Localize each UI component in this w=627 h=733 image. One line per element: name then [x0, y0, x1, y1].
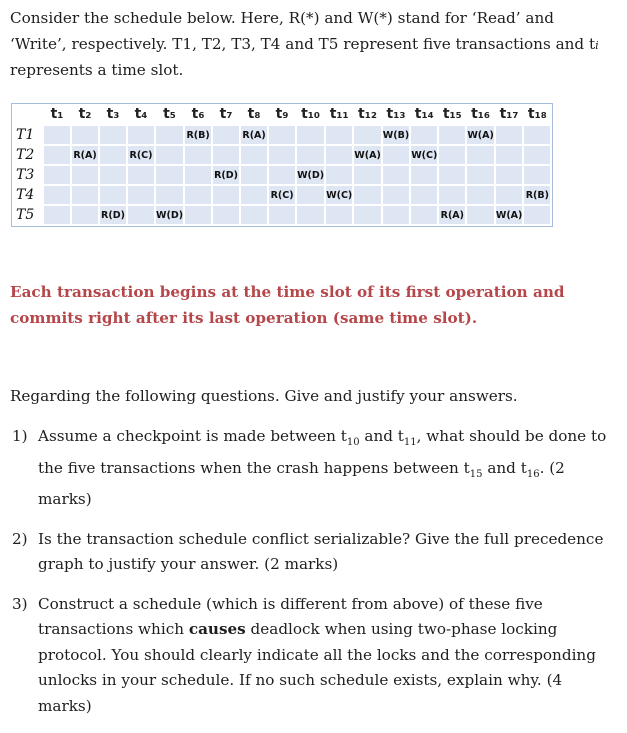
question-text: deadlock when using two-phase locking protocol. You should clearly indicate all the locks and the corresponding unlocks in your schedule. If no such schedule exists, explain why. (4 marks)	[38, 620, 596, 715]
schedule-cell	[325, 165, 353, 185]
schedule-cell	[99, 145, 127, 165]
question-text: and t	[482, 458, 527, 477]
intro-text-1: Consider the schedule below. Here, R(*) and W(*) stand for ‘Read’ and ‘Write’, respectively. T1, T2, T3, T4 and T5 represent five transactions and t	[10, 9, 596, 53]
schedule-cell	[523, 165, 551, 185]
schedule-cell	[353, 165, 382, 185]
schedule-cell	[438, 165, 466, 185]
schedule-cell: W(A)	[353, 145, 382, 165]
schedule-cell	[127, 205, 155, 225]
question-number: 2)	[12, 529, 28, 548]
schedule-cell	[184, 205, 212, 225]
schedule-cell	[296, 185, 325, 205]
schedule-cell: R(D)	[212, 165, 240, 185]
time-slot-header: t₈	[247, 106, 261, 122]
time-slot-header: t₄	[134, 106, 148, 122]
transaction-label: T2	[13, 145, 43, 165]
question-number: 3)	[12, 594, 28, 613]
schedule-cell: R(A)	[71, 145, 99, 165]
schedule-cell	[71, 205, 99, 225]
schedule-cell	[296, 125, 325, 145]
schedule-cell	[43, 185, 71, 205]
schedule-cell: W(C)	[410, 145, 438, 165]
schedule-cell	[296, 205, 325, 225]
time-slot-header: t₁₈	[527, 106, 547, 122]
subscript: 16	[526, 468, 540, 480]
schedule-cell	[466, 165, 495, 185]
schedule-cell	[127, 185, 155, 205]
schedule-cell	[268, 165, 296, 185]
schedule-cell	[127, 165, 155, 185]
schedule-cell	[240, 185, 268, 205]
schedule-cell: W(D)	[155, 205, 184, 225]
schedule-cell	[353, 205, 382, 225]
schedule-cell	[438, 185, 466, 205]
questions-intro: Regarding the following questions. Give and justify your answers.	[10, 387, 518, 405]
time-slot-header: t₉	[275, 106, 289, 122]
schedule-cell: W(B)	[382, 125, 410, 145]
schedule-cell	[155, 185, 184, 205]
schedule-cell	[495, 185, 524, 205]
schedule-cell	[43, 145, 71, 165]
schedule-cell	[495, 145, 524, 165]
schedule-cell	[296, 145, 325, 165]
schedule-cell	[382, 165, 410, 185]
time-slot-header: t₁₄	[414, 106, 434, 122]
schedule-cell	[466, 205, 495, 225]
schedule-cell	[71, 125, 99, 145]
schedule-cell: W(D)	[296, 165, 325, 185]
header-corner	[13, 104, 43, 125]
question-text: and t	[359, 427, 404, 445]
transaction-label: T3	[13, 165, 43, 185]
schedule-cell	[382, 185, 410, 205]
time-slot-header: t₇	[219, 106, 233, 122]
emphasis-text: causes	[188, 620, 246, 639]
schedule-cell	[212, 185, 240, 205]
schedule-cell	[99, 165, 127, 185]
schedule-cell	[382, 205, 410, 225]
transaction-row	[13, 165, 551, 185]
question-text: Construct a schedule (which is different from above) of these five transactions which	[38, 594, 543, 639]
question-text: Is the transaction schedule conflict serializable? Give the full precedence graph to justify your answer. (2 marks)	[38, 529, 604, 574]
schedule-cell	[382, 145, 410, 165]
time-slot-header: t₁	[50, 106, 64, 122]
schedule-cell	[184, 145, 212, 165]
schedule-cell: W(A)	[466, 125, 495, 145]
schedule-cell	[240, 205, 268, 225]
schedule-cell	[353, 125, 382, 145]
question-2	[10, 527, 615, 578]
schedule-cell	[184, 165, 212, 185]
schedule-cell	[523, 145, 551, 165]
transaction-row	[13, 125, 551, 145]
time-slot-header: t₁₅	[442, 106, 462, 122]
schedule-cell	[71, 185, 99, 205]
schedule-cell	[127, 125, 155, 145]
schedule-cell	[438, 125, 466, 145]
schedule-cell	[184, 185, 212, 205]
subscript: 15	[469, 468, 483, 480]
schedule-cell	[155, 145, 184, 165]
schedule-cell	[495, 125, 524, 145]
transaction-row	[13, 185, 551, 205]
schedule-cell	[240, 145, 268, 165]
schedule-cell: R(B)	[184, 125, 212, 145]
schedule-cell	[410, 125, 438, 145]
intro-text-2: represents a time slot.	[10, 61, 184, 79]
schedule-cell	[155, 125, 184, 145]
schedule-cell	[438, 145, 466, 165]
schedule-cell: R(B)	[523, 185, 551, 205]
transaction-label: T1	[13, 125, 43, 145]
intro-paragraph	[10, 6, 615, 84]
schedule-cell	[212, 125, 240, 145]
time-slot-header: t₁₃	[386, 106, 406, 122]
schedule-cell	[268, 145, 296, 165]
questions-list	[10, 424, 615, 733]
schedule-cell	[353, 185, 382, 205]
question-text: Assume a checkpoint is made between t	[38, 427, 347, 445]
schedule-cell: R(C)	[127, 145, 155, 165]
subscript: 10	[346, 437, 360, 449]
schedule-table	[12, 104, 552, 226]
schedule-cell: R(A)	[438, 205, 466, 225]
schedule-cell	[43, 125, 71, 145]
schedule-cell	[410, 205, 438, 225]
schedule-cell: R(A)	[240, 125, 268, 145]
schedule-cell	[155, 165, 184, 185]
time-slot-header: t₃	[106, 106, 120, 122]
time-slot-header: t₂	[78, 106, 92, 122]
schedule-cell	[71, 165, 99, 185]
schedule-cell	[466, 145, 495, 165]
schedule-cell	[43, 165, 71, 185]
schedule-cell	[523, 205, 551, 225]
schedule-cell	[268, 205, 296, 225]
question-number: 1)	[12, 427, 28, 445]
schedule-cell	[325, 205, 353, 225]
time-slot-header-row	[13, 104, 551, 125]
time-slot-header: t₁₇	[499, 106, 519, 122]
schedule-cell	[410, 185, 438, 205]
question-text: . (2 marks)	[38, 458, 565, 509]
question-3	[10, 592, 615, 720]
transaction-label: T4	[13, 185, 43, 205]
schedule-cell: R(D)	[99, 205, 127, 225]
schedule-cell	[325, 145, 353, 165]
time-slot-header: t₁₆	[471, 106, 491, 122]
schedule-cell: W(C)	[325, 185, 353, 205]
time-slot-header: t₆	[191, 106, 205, 122]
time-slot-header: t₁₂	[358, 106, 377, 122]
schedule-cell: R(C)	[268, 185, 296, 205]
schedule-cell	[495, 165, 524, 185]
subscript: 11	[403, 437, 417, 449]
schedule-cell	[99, 185, 127, 205]
question-1	[10, 424, 615, 513]
time-slot-header: t₁₀	[301, 106, 321, 122]
schedule-cell	[43, 205, 71, 225]
schedule-cell	[523, 125, 551, 145]
note-text: Each transaction begins at the time slot of its first operation and commits right after its last operation (same time slot).	[10, 283, 565, 327]
schedule-cell	[212, 145, 240, 165]
question-text: , what should be done to the five transactions when the crash happens between t	[38, 427, 607, 477]
schedule-cell	[466, 185, 495, 205]
schedule-cell	[99, 125, 127, 145]
transaction-row	[13, 205, 551, 225]
schedule-cell	[240, 165, 268, 185]
transaction-label: T5	[13, 205, 43, 225]
schedule-cell	[410, 165, 438, 185]
time-slot-header: t₅	[163, 106, 176, 122]
schedule-cell	[268, 125, 296, 145]
transaction-row	[13, 145, 551, 165]
schedule-cell: W(A)	[495, 205, 524, 225]
schedule-cell	[212, 205, 240, 225]
time-slot-header: t₁₁	[329, 106, 349, 122]
schedule-cell	[325, 125, 353, 145]
intro-subscript: i	[595, 38, 599, 52]
